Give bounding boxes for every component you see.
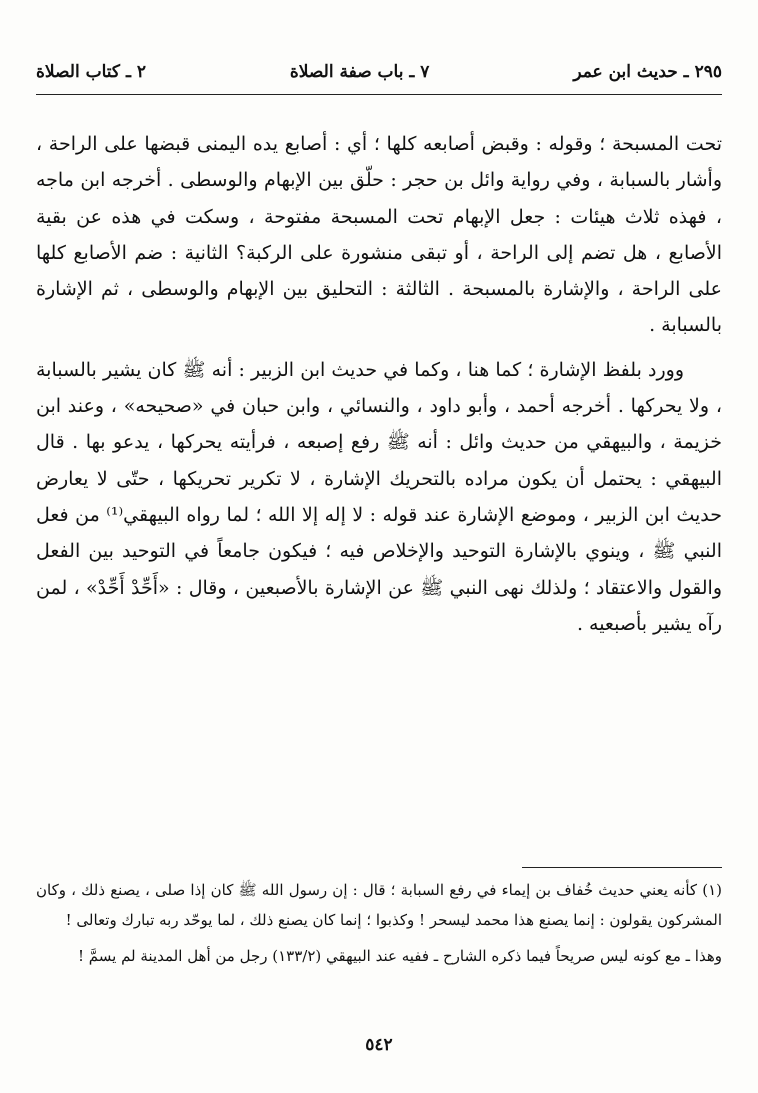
page-number: ٥٤٢ (365, 1035, 393, 1055)
paragraph-2: وورد بلفظ الإشارة ؛ كما هنا ، وكما في حديث ابن الزبير : أنه ﷺ كان يشير بالسبابة ، ولا يحركها . أخرجه أحمد ، وأبو داود ، والنسائي ، وابن حبان في «صحيحه» ، وعند ابن خزيمة ، والبيهقي من حديث وائل : أنه ﷺ رفع إصبعه ، فرأيته يحركها ، يدعو بها . قال البيهقي : يحتمل أن يكون مراده بالتحريك الإشارة ، لا تكرير تحريكها ، حتّى لا يعارض حديث ابن الزبير ، وموضع الإشارة عند قوله : لا إله إلا الله ؛ لما رواه البيهقي⁽¹⁾ من فعل النبي ﷺ ، وينوي بالإشارة التوحيد والإخلاص فيه ؛ فيكون جامعاً في التوحيد بين الفعل والقول والاعتقاد ؛ ولذلك نهى النبي ﷺ عن الإشارة بالأصبعين ، وقال : «أَحِّدْ أَحِّدْ» ، لمن رآه يشير بأصبعيه . (36, 358, 722, 635)
book-page (36, 50, 722, 1080)
main-text (36, 126, 722, 650)
footnotes (36, 875, 722, 977)
footnote-separator (522, 867, 722, 868)
running-header (36, 50, 722, 95)
header-hadith-title: ٢٩٥ ـ حديث ابن عمر (573, 62, 722, 82)
footnote-2: وهذا ـ مع كونه ليس صريحاً فيما ذكره الشارح ـ ففيه عند البيهقي (١٣٣/٢) رجل من أهل المدينة لم يسمَّ ! (77, 947, 722, 965)
paragraph-1: تحت المسبحة ؛ وقوله : وقبض أصابعه كلها ؛ أي : أصابع يده اليمنى قبضها على الراحة ، وأشار بالسبابة ، وفي رواية وائل بن حجر : حلّق بين الإبهام والوسطى . أخرجه ابن ماجه ، فهذه ثلاث هيئات : جعل الإبهام تحت المسبحة مفتوحة ، وسكت في هذه عن بقية الأصابع ، هل تضم إلى الراحة ، أو تبقى منشورة على الركبة؟ الثانية : ضم الأصابع كلها على الراحة ، والإشارة بالمسبحة . الثالثة : التحليق بين الإبهام والوسطى ، ثم الإشارة بالسبابة . (36, 133, 722, 337)
footnote-1: (١) كأنه يعني حديث خُفاف بن إيماء في رفع السبابة ؛ قال : إن رسول الله ﷺ كان إذا صلى ، يصنع ذلك ، وكان المشركون يقولون : إنما يصنع هذا محمد ليسحر ! وكذبوا ؛ إنما كان يصنع ذلك ، لما يوحّد ربه تبارك وتعالى ! (36, 881, 722, 929)
header-chapter-title: ٧ ـ باب صفة الصلاة (289, 62, 430, 82)
header-book-title: ٢ ـ كتاب الصلاة (36, 62, 146, 82)
